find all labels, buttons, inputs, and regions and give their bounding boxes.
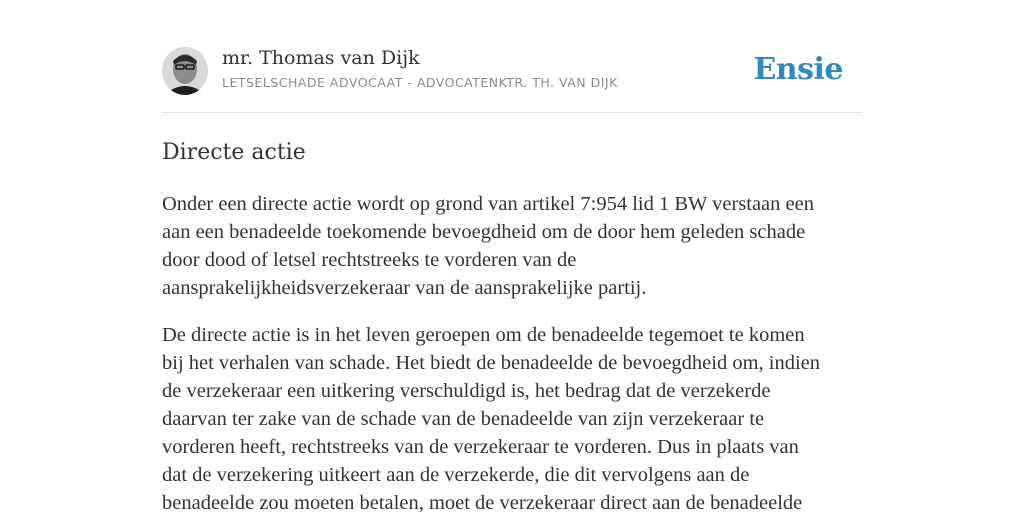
paragraph-line: aansprakelijkheidsverzekeraar van de aansprakelijke partij. xyxy=(162,277,647,299)
paragraph-line: dat de verzekering uitkeert aan de verzekerde, die dit vervolgens aan de xyxy=(162,464,750,486)
author-header xyxy=(162,0,862,113)
paragraph-line: door dood of letsel rechtstreeks te vorderen van de xyxy=(162,249,577,271)
paragraph-line: daarvan ter zake van de schade van de benadeelde van zijn verzekeraar te xyxy=(162,408,765,430)
article-paragraph-2 xyxy=(162,321,862,512)
article-title: Directe actie xyxy=(162,140,306,165)
paragraph-line: Onder een directe actie wordt op grond van artikel 7:954 lid 1 BW verstaan een xyxy=(162,193,814,215)
paragraph-line: vorderen heeft, rechtstreeks van de verzekeraar te vorderen. Dus in plaats van xyxy=(162,436,799,458)
article-paragraph-1 xyxy=(162,190,862,302)
paragraph-line: de verzekeraar een uitkering verschuldigd is, het bedrag dat de verzekerde xyxy=(162,380,771,402)
author-photo-icon xyxy=(162,47,208,95)
author-subtitle: LETSELSCHADE ADVOCAAT - ADVOCATENKTR. TH. VAN DIJK xyxy=(222,75,618,90)
content-container xyxy=(162,0,862,512)
paragraph-line: bij het verhalen van schade. Het biedt de benadeelde de bevoegdheid om, indien xyxy=(162,352,821,374)
paragraph-line: benadeelde zou moeten betalen, moet de verzekeraar direct aan de benadeelde xyxy=(162,492,803,512)
avatar[interactable] xyxy=(162,47,208,95)
ensie-logo[interactable]: Ensie xyxy=(753,52,843,87)
paragraph-line: aan een benadeelde toekomende bevoegdheid om de door hem geleden schade xyxy=(162,221,806,243)
paragraph-line: De directe actie is in het leven geroepen om de benadeelde tegemoet te komen xyxy=(162,324,805,346)
author-name[interactable]: mr. Thomas van Dijk xyxy=(222,47,420,69)
